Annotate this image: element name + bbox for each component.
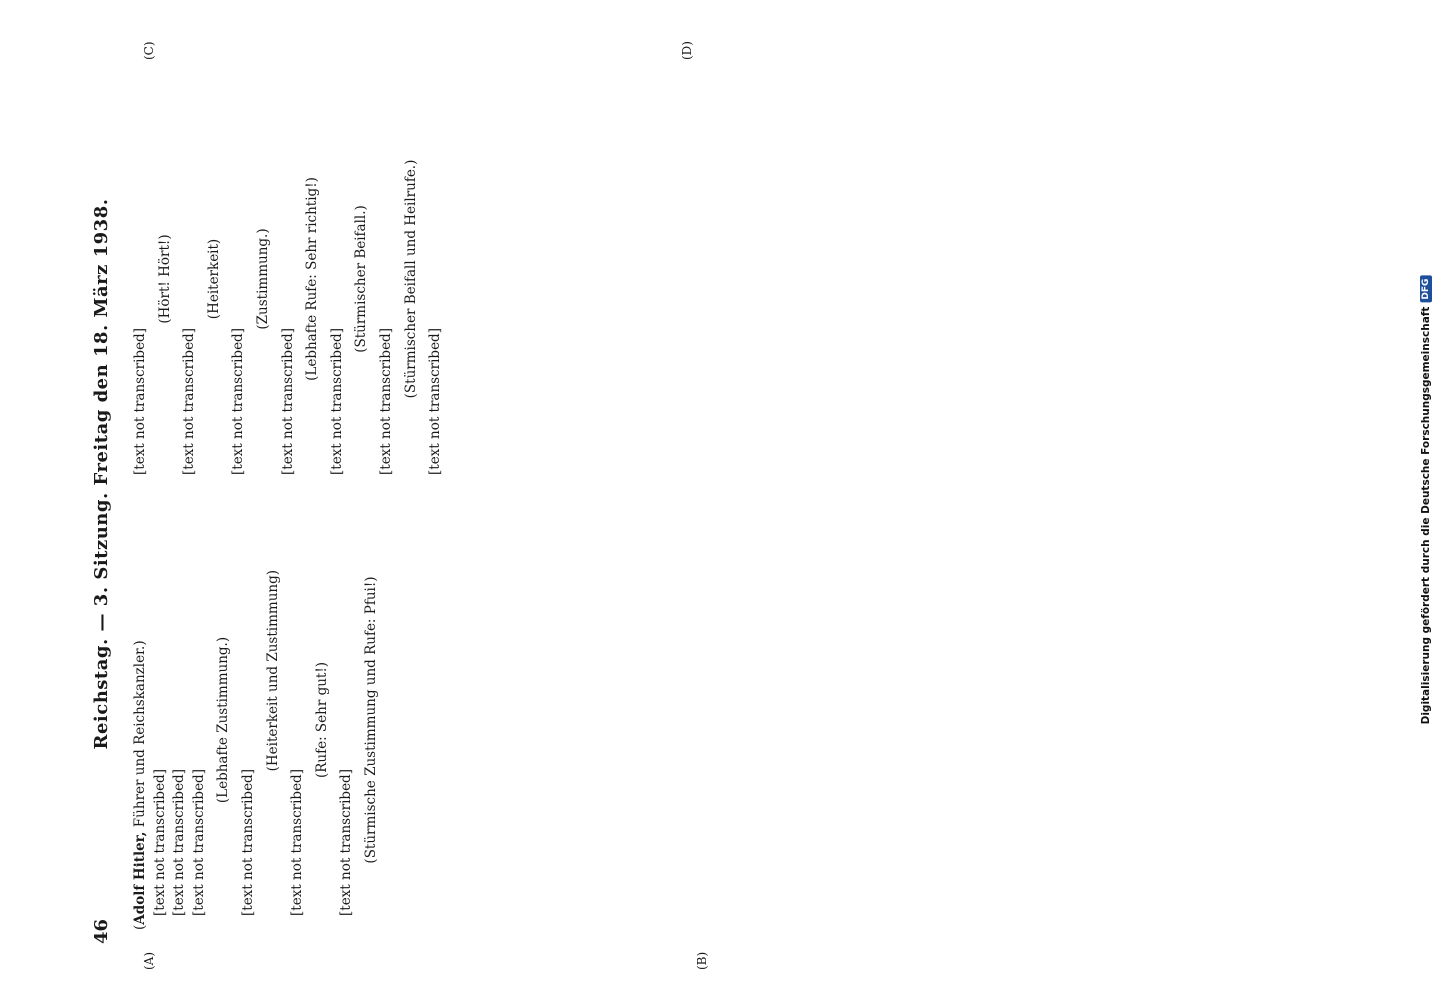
margin-marker-c: (C) [142, 41, 156, 60]
audience-reaction: (Stürmischer Beifall.) [353, 205, 370, 353]
speaker-line: (Adolf Hitler, Führer und Reichskanzler.) [132, 640, 148, 930]
funding-note-text: Digitalisierung gefördert durch die Deutsche Forschungsgemeinschaft [1420, 306, 1432, 725]
paragraph: [text not transcribed] [171, 769, 188, 916]
audience-reaction: (Zustimmung.) [254, 228, 271, 330]
document-page [80, 41, 1345, 970]
audience-reaction: (Lebhafte Rufe: Sehr richtig!) [304, 177, 321, 381]
paragraph: [text not transcribed] [427, 328, 444, 475]
paragraph: [text not transcribed] [181, 328, 198, 475]
audience-reaction: (Hört! Hört!) [156, 234, 173, 324]
speaker-role: Führer und Reichskanzler.) [132, 640, 148, 828]
paragraph: [text not transcribed] [328, 328, 345, 475]
paragraph: [text not transcribed] [230, 328, 247, 475]
right-column [132, 69, 1332, 489]
margin-marker-b: (B) [695, 951, 709, 970]
margin-marker-a: (A) [142, 951, 156, 970]
page-header [80, 64, 112, 944]
paragraph: [text not transcribed] [132, 328, 148, 475]
paragraph: [text not transcribed] [377, 328, 394, 475]
audience-reaction: (Heiterkeit und Zustimmung) [264, 570, 281, 772]
paragraph: [text not transcribed] [151, 769, 168, 916]
paragraph: [text not transcribed] [338, 769, 355, 916]
audience-reaction: (Stürmische Zustimmung und Rufe: Pfui!) [362, 576, 379, 864]
paragraph: [text not transcribed] [190, 769, 207, 916]
audience-reaction: (Stürmischer Beifall und Heilrufe.) [402, 159, 419, 399]
paragraph: [text not transcribed] [279, 328, 296, 475]
dfg-logo: DFG [1420, 276, 1432, 303]
audience-reaction: (Lebhafte Zustimmung.) [215, 636, 232, 804]
margin-marker-d: (D) [680, 41, 694, 60]
audience-reaction: (Heiterkeit) [205, 238, 222, 320]
page-number: 46 [91, 918, 112, 944]
paragraph: [text not transcribed] [289, 769, 306, 916]
paragraph: [text not transcribed] [239, 769, 256, 916]
page-title: Reichstag. — 3. Sitzung. Freitag den 18. März 1938. [91, 198, 112, 750]
audience-reaction: (Rufe: Sehr gut!) [313, 661, 330, 779]
left-column [132, 510, 1332, 930]
speaker-name: Adolf Hitler, [132, 831, 148, 925]
